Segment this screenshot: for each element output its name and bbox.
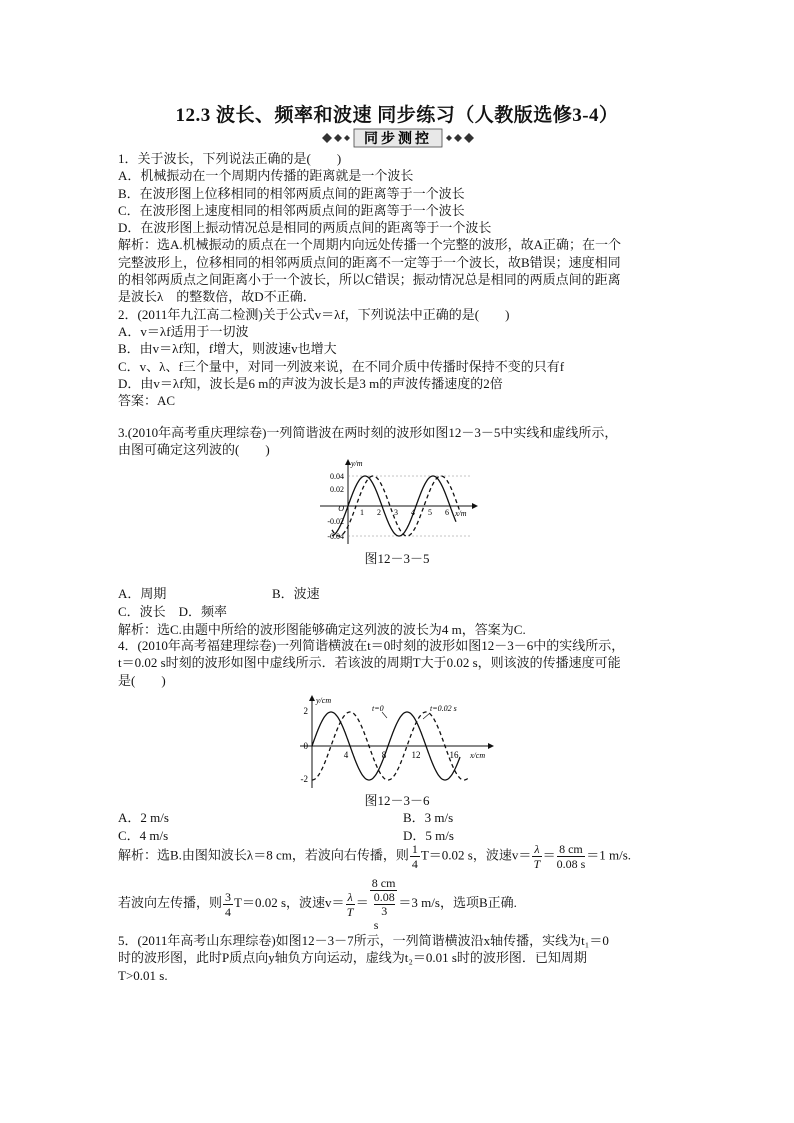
banner-label: 同步测控	[364, 132, 432, 147]
x-axis-label: x/m	[455, 509, 467, 518]
y-tick: 0	[303, 741, 308, 751]
denominator: T	[346, 904, 354, 919]
q4-option-a: A．2 m/s	[118, 810, 169, 825]
denominator: 4	[411, 857, 418, 871]
x-tick: 8	[381, 750, 387, 760]
origin-label: O	[338, 504, 344, 513]
q1-option-c: C．在波形图上速度相同的相邻两质点间的距离等于一个波长	[118, 202, 465, 218]
q5-stem-line: 5．(2011年高考山东理综卷)如图12－3－7所示，一列简谐横波沿x轴传播，实线为t₁＝0	[118, 933, 609, 948]
q1-analysis-line: 是波长λ 的整数倍，故D不正确．	[118, 289, 316, 305]
x-tick: 12	[411, 750, 421, 760]
numerator: λ	[347, 889, 353, 904]
q5-stem-line: 时的波形图，此时P质点向y轴负方向运动，虚线为t₂＝0.01 s时的波形图．已知周期	[118, 950, 587, 966]
denominator: 4	[225, 904, 232, 919]
nested-numerator: 0.08	[373, 890, 395, 904]
q2-option-c: C．v、λ、f三个量中，对同一列波来说，在不同介质中传播时保持不变的只有f	[118, 358, 565, 374]
y-tick: 0.04	[330, 472, 344, 481]
fraction	[223, 890, 233, 919]
fraction	[410, 842, 420, 871]
q1-option-b: B．在波形图上位移相同的相邻两质点间的距离等于一个波长	[118, 185, 465, 201]
q3-stem-line: 由图可确定这列波的( )	[118, 442, 270, 458]
x-tick: 1	[360, 508, 364, 517]
analysis-text: ＝	[542, 847, 556, 863]
denominator: T	[533, 857, 541, 871]
q3-analysis: 解析：选C.由题中所给的波形图能够确定这列波的波长为4 m，答案为C.	[118, 622, 526, 637]
q3-stem-line: 3.(2010年高考重庆理综卷)一列简谐波在两时刻的波形如图12－3－5中实线和虚线所示，	[118, 425, 618, 440]
q3-option-b: B．波速	[272, 586, 320, 601]
numerator: 8 cm	[371, 876, 396, 890]
q2-option-d: D．由v＝λf知，波长是6 m的声波为波长是3 m的声波传播速度的2倍	[118, 375, 503, 391]
analysis-text: 解析：选B.由图知波长λ＝8 cm，若波向右传播，则	[118, 847, 409, 863]
x-tick: 2	[377, 508, 381, 517]
x-tick: 4	[411, 508, 415, 517]
y-tick: -0.04	[327, 532, 344, 541]
q1-analysis-line: 解析：选A.机械振动的质点在一个周期内向远处传播一个完整的波形，故A正确；在一个	[118, 237, 622, 253]
q2-option-a: A．v＝λf适用于一切波	[118, 323, 249, 339]
q4-option-b: B．3 m/s	[403, 810, 454, 825]
page-title: 12.3 波长、频率和波速 同步练习（人教版选修3-4）	[175, 105, 619, 126]
y-axis-label: y/m	[351, 459, 363, 468]
q2-stem: 2．(2011年九江高二检测)关于公式v＝λf，下列说法中正确的是( )	[118, 306, 510, 322]
q3-option-c-d: C．波长 D．频率	[118, 604, 228, 619]
x-tick: 16	[449, 750, 459, 760]
analysis-text: T＝0.02 s，波速v＝	[420, 847, 532, 863]
q1-option-d: D．在波形图上振动情况总是相同的两质点间的距离等于一个波长	[118, 220, 492, 236]
unit: s	[373, 918, 379, 932]
denominator: 0.08 s	[556, 857, 586, 871]
analysis-text: ＝	[355, 894, 369, 910]
y-axis-label: y/cm	[316, 696, 332, 705]
q4-stem-line: 4．(2010年高考福建理综卷)一列简谐横波在t＝0时刻的波形如图12－3－6中的实线所示，	[118, 638, 625, 653]
y-tick: -2	[300, 774, 308, 784]
q4-stem-line: 是( )	[118, 672, 166, 688]
x-tick: 6	[445, 508, 449, 517]
figure-12-3-6	[290, 694, 500, 790]
q1-option-a: A．机械振动在一个周期内传播的距离就是一个波长	[118, 168, 414, 184]
q1-stem: 1．关于波长，下列说法正确的是( )	[118, 151, 342, 166]
section-banner	[318, 128, 478, 148]
q1-analysis-line: 完整波形上，位移相同的相邻两质点间的距离不一定等于一个波长，故B错误；速度相同	[118, 254, 621, 270]
numerator: 8 cm	[557, 842, 586, 857]
analysis-text: T＝0.02 s，波速v＝	[234, 894, 345, 910]
question-5-stem	[118, 932, 678, 984]
analysis-text: ＝3 m/s，选项B正确.	[398, 894, 517, 910]
diamond-icon	[322, 133, 332, 143]
fraction	[370, 876, 398, 932]
q2-option-b: B．由v＝λf知，f增大，则波速v也增大	[118, 341, 337, 357]
y-tick: 0.02	[330, 485, 344, 494]
x-axis-label: x/cm	[470, 751, 486, 760]
q5-stem-line: T>0.01 s.	[118, 967, 168, 983]
analysis-text: 若波向左传播，则	[118, 894, 223, 910]
fraction	[532, 842, 541, 871]
q4-option-c: C．4 m/s	[118, 828, 169, 843]
q1-analysis-line: 的相邻两质点之间距离小于一个波长，所以C错误；振动情况总是相同的两质点间的距离	[118, 272, 621, 288]
q4-analysis-line-1	[118, 842, 631, 871]
fraction	[557, 842, 586, 871]
q2-answer: 答案：AC	[118, 393, 176, 409]
question-1-2-block	[118, 150, 678, 409]
q4-analysis-line-2	[118, 876, 517, 932]
figure-caption: 图12－3－6	[364, 793, 430, 808]
figure-caption: 图12－3－5	[364, 551, 430, 566]
q3-option-a: A．周期	[118, 586, 167, 601]
q4-stem-line: t＝0.02 s时刻的波形如图中虚线所示．若该波的周期T大于0.02 s，则该波的传播速度可能	[118, 655, 621, 671]
numerator: 1	[411, 842, 418, 856]
question-4-stem	[118, 637, 678, 689]
y-tick: 2	[303, 706, 308, 716]
numerator: 3	[225, 889, 232, 904]
fraction	[346, 890, 355, 919]
q4-option-d: D．5 m/s	[403, 828, 454, 843]
nested-denominator: 3	[381, 904, 388, 918]
legend-solid-label: t=0	[372, 704, 384, 713]
figure-12-3-5	[310, 456, 480, 546]
x-tick: 5	[428, 508, 432, 517]
x-tick: 3	[394, 508, 398, 517]
x-tick: 4	[343, 750, 349, 760]
denominator	[370, 891, 398, 932]
numerator: λ	[534, 842, 540, 856]
question-3-stem	[118, 424, 678, 459]
analysis-text: ＝1 m/s.	[586, 847, 632, 863]
legend-dashed-label: t=0.02 s	[430, 704, 457, 713]
y-tick: -0.02	[327, 517, 344, 526]
